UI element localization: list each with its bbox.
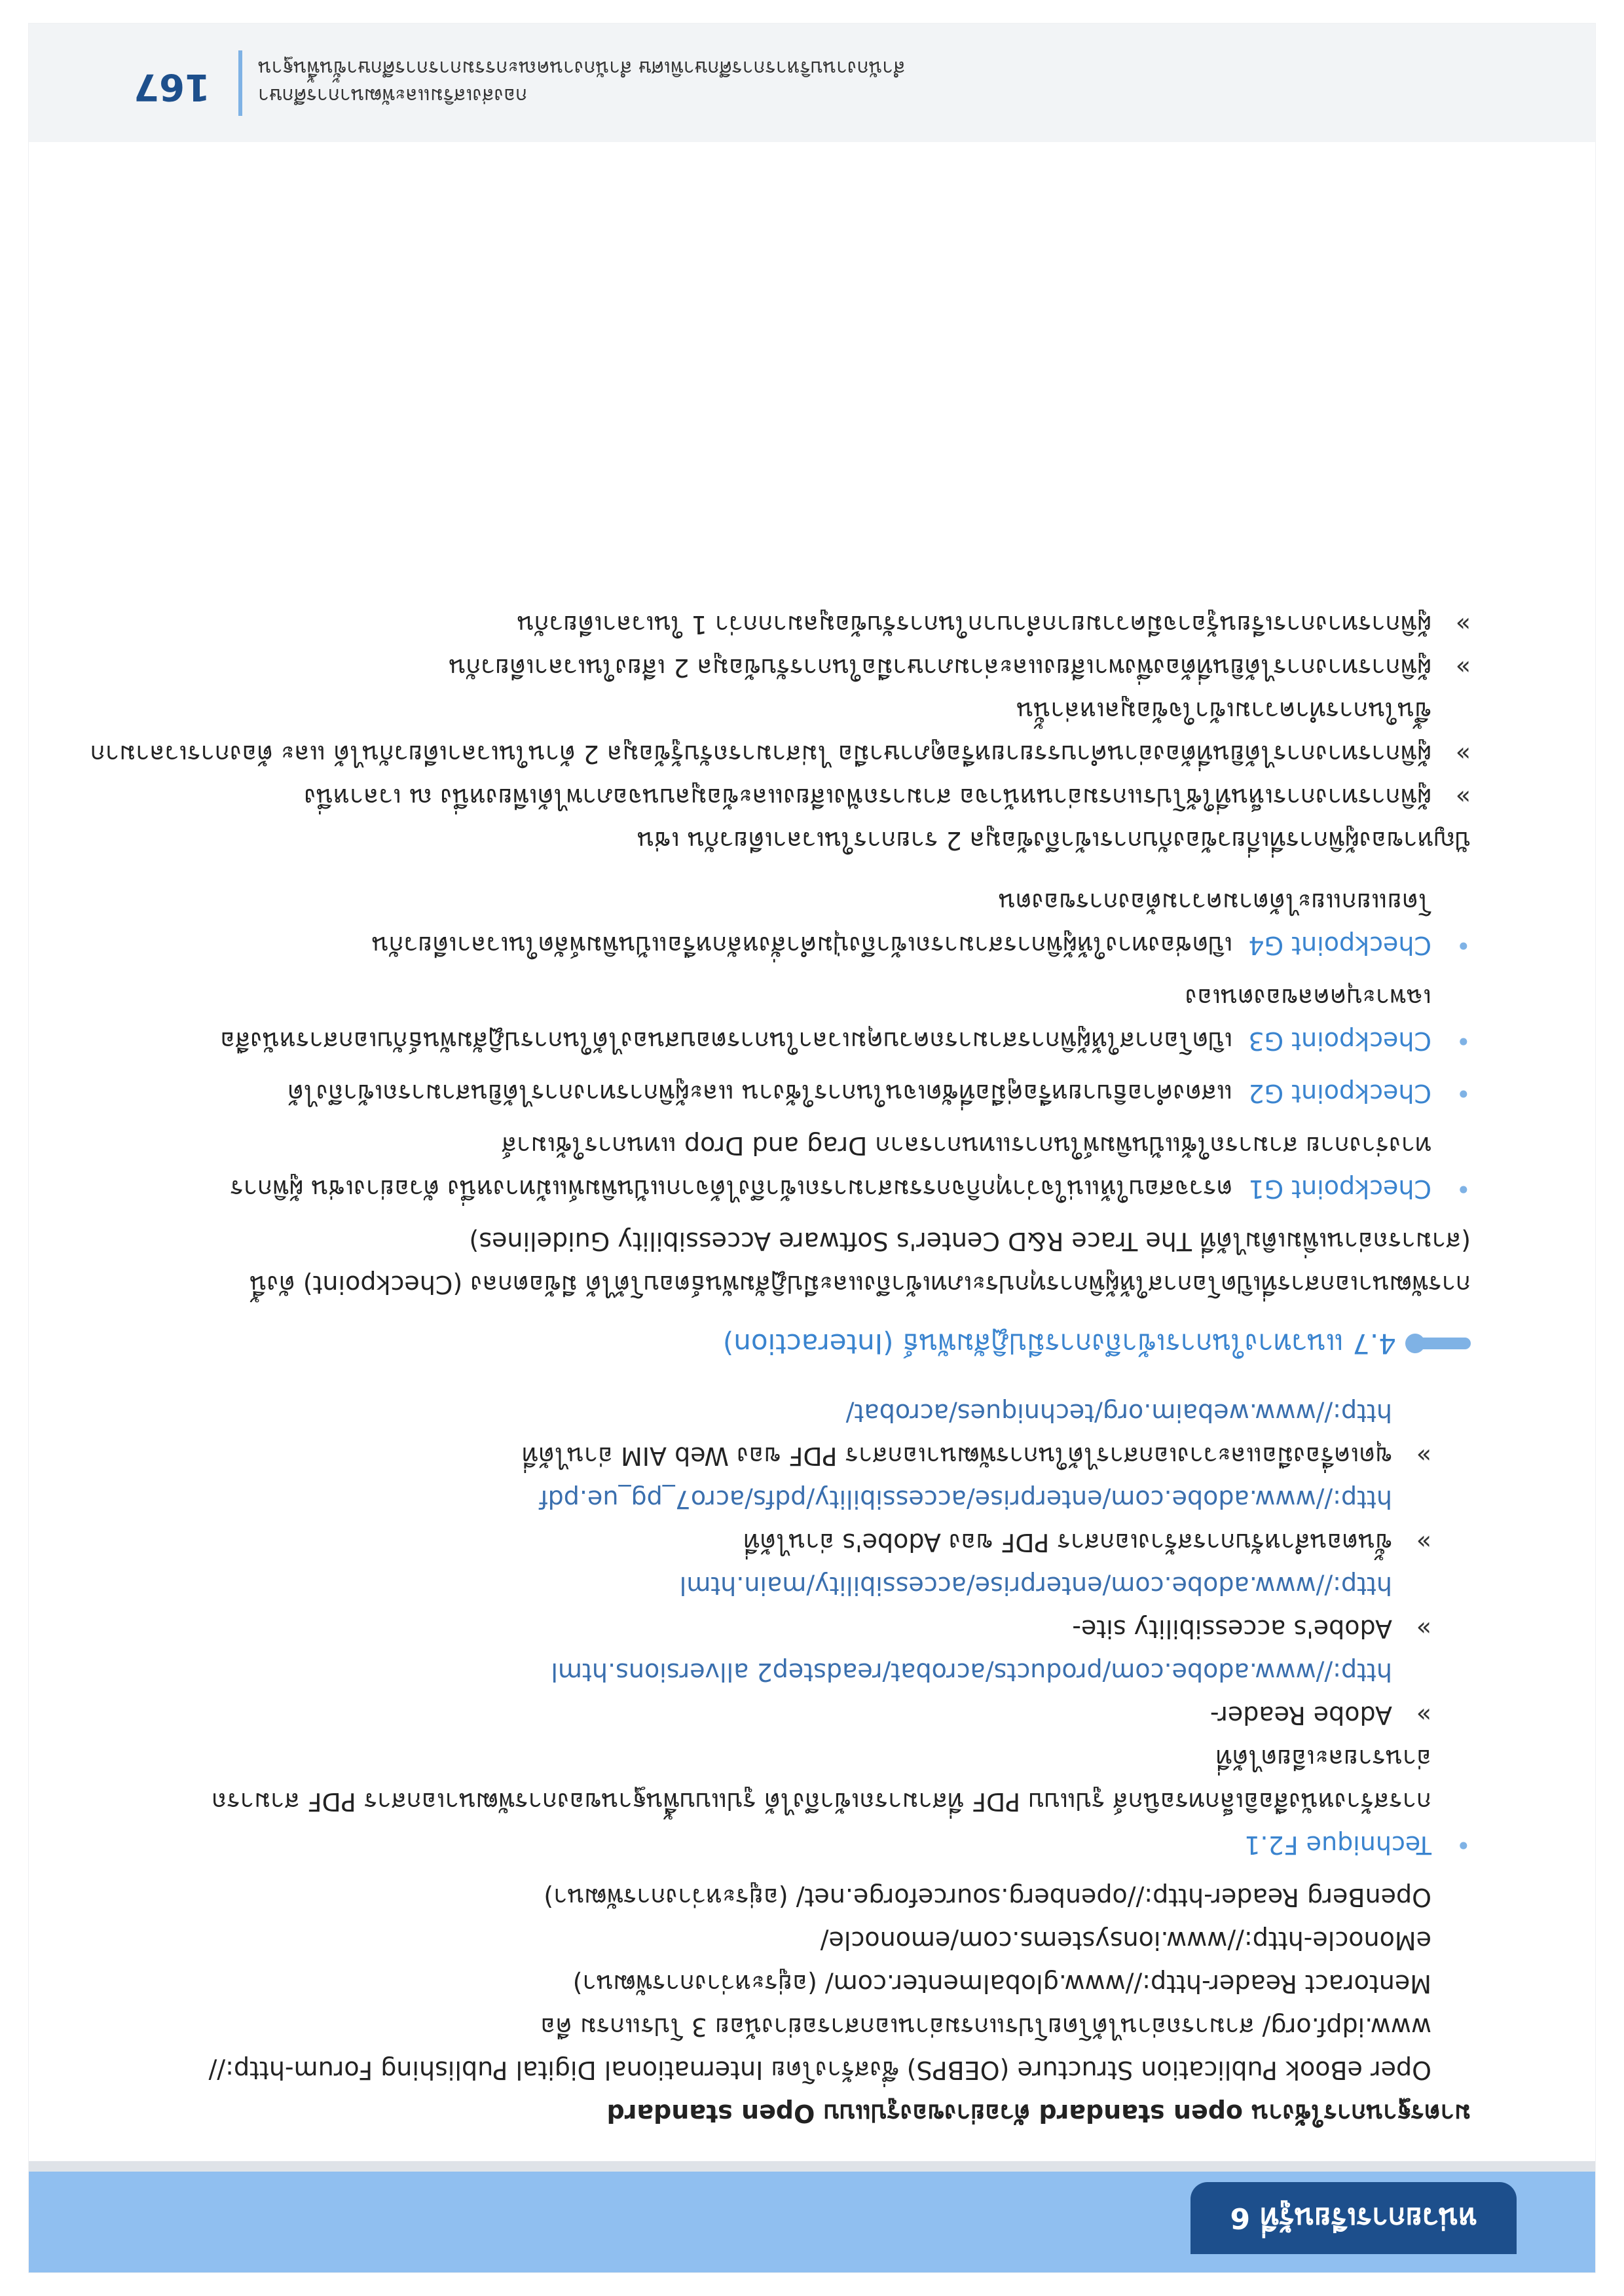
unit-tab xyxy=(1190,2182,1517,2254)
chevron-right-icon: » xyxy=(1455,783,1471,812)
problem-text: ผู้พิการทางการได้ยินที่ต้องอ่านคำบรรยายหรือดูภาษามือ ไม่สามารถรับรู้ข้อมูล 2 ด้านในเวลาเดียวกันได้ และ ต้องการเวลามากขึ้นในการทำความเข้าใจข้อมูลเหล่านั้น xyxy=(90,697,1431,769)
checkpoint-text: ตรวจสอบให้แน่ใจว่าทุกกิจกรรมสามารถเข้าถึงได้จากแป้นพิมพ์แม้ทางหนึ่ง ตัวอย่างเช่น ผู้พิการ xyxy=(230,1175,1233,1203)
intro-line: OpenBerg Reader-http://openberg.sourceforge.net/ (อยู่ระหว่างการพัฒนา) xyxy=(544,1883,1431,1912)
bullet-dot-icon: • xyxy=(1456,1175,1471,1203)
chevron-right-icon: » xyxy=(1416,1528,1431,1557)
technique-sub-item xyxy=(76,1391,1431,1478)
bullet-dot-icon: • xyxy=(1456,1831,1471,1859)
problem-item xyxy=(76,776,1471,819)
sub-item-link[interactable]: http://www.adobe.com/products/acrobat/readstep2 allversions.html xyxy=(551,1658,1392,1686)
page-number: 167 xyxy=(134,65,210,108)
intro-line: www.idpf.org/ สามารถอ่านได้โดยโปรแกรมอ่านเอกสารอย่างน้อย 3 โปรแกรม คือ xyxy=(540,2013,1431,2041)
footer-org-line: สำนักงานบริหารการศึกษาพิเศษ สำนักงานคณะกรรมการการศึกษาขั้นพื้นฐาน xyxy=(258,56,906,79)
checkpoint-label: Checkpoint G2 xyxy=(1248,1079,1431,1108)
checkpoint-text: เปิดช่องทางให้ผู้พิการสามารถเข้าถึงปุ่มคำสั่งหลักหรือแป้นพิมพ์ลัดในเวลาเดียวกัน xyxy=(371,931,1233,960)
checkpoint-text: ทางร่างกาย สามารถใช้แป้นพิมพ์ในการแทนการลาก Drag and Drop แทนการใช้เมาส์ xyxy=(501,1131,1431,1160)
sub-item-text: ขุดเครื่องมือและวางเอกสารได้ในการพัฒนาเอกสาร PDF ของ Web AIM อ่านได้ที่ xyxy=(521,1442,1392,1470)
checkpoint-text: เฉพาะบุคคลของตนเอง xyxy=(1185,983,1431,1012)
page-footer xyxy=(29,24,1595,142)
chevron-right-icon: » xyxy=(1455,610,1471,639)
sub-item-text: Adobe Reader- xyxy=(1209,1701,1392,1730)
sub-item-link[interactable]: http://www.adobe.com/enterprise/accessibility/main.html xyxy=(679,1571,1392,1600)
checkpoint-label: Checkpoint G1 xyxy=(1248,1175,1431,1203)
chevron-right-icon: » xyxy=(1455,653,1471,682)
problems-intro: ปัญหาของผู้พิการที่เกี่ยวข้องกับการเข้าถึงข้อมูล 2 รายการในเวลาเดียวกัน เช่น xyxy=(637,826,1471,855)
intro-line: Mentoract Reader-http://www.globalmenter.com/ (อยู่ระหว่างการพัฒนา) xyxy=(572,1969,1431,1998)
sub-item-link[interactable]: http://www.webaim.org/techniques/acrobat/ xyxy=(845,1398,1392,1427)
section-marker-icon xyxy=(1412,1338,1471,1349)
bullet-dot-icon: • xyxy=(1456,1027,1471,1055)
checkpoint-item xyxy=(76,1124,1471,1211)
problem-text: ผู้พิการทางการได้ยินที่ต้องพึ่งพาเสียงและล่ามภาษามือในการรับข้อมูล 2 เสียงในเวลาเดียวกัน xyxy=(449,653,1431,682)
bullet-dot-icon: • xyxy=(1456,931,1471,960)
chevron-right-icon: » xyxy=(1416,1442,1431,1470)
sub-item-text: Adobe's accessibility site- xyxy=(1072,1614,1392,1643)
technique-sub-item xyxy=(76,1564,1431,1650)
chevron-right-icon: » xyxy=(1455,740,1471,769)
chevron-right-icon: » xyxy=(1416,1701,1431,1730)
checkpoint-label: Checkpoint G3 xyxy=(1248,1027,1431,1055)
bullet-dot-icon: • xyxy=(1456,1079,1471,1108)
section-title: 4.7 แนวทางในการเข้าถึงการมีปฏิสัมพันธ์ (Interaction) xyxy=(722,1328,1396,1360)
unit-label: หน่วยการเรียนรู้ที่ 6 xyxy=(1230,2201,1477,2234)
checkpoint-item xyxy=(76,1072,1471,1115)
section-intro: (สามารถอ่านเพิ่มเติมได้ที่ The Trace R&D Center's Software Accessibility Guidelines) xyxy=(469,1227,1471,1256)
problem-text: ผู้พิการทางการเรียนรู้อาจมีความยากลำบากในการรับข้อมูลมากกว่า 1 ในเวลาเดียวกัน xyxy=(517,610,1431,639)
checkpoint-text: โดยแยกแยะได้ตามความต้องการของตน xyxy=(998,888,1431,917)
section-heading xyxy=(76,1322,1471,1365)
unit-header-bar xyxy=(29,2172,1595,2272)
technique-sub-item xyxy=(76,1650,1431,1737)
footer-org-line: กองส่งเสริมและพัฒนาการศึกษา xyxy=(258,84,528,107)
main-content xyxy=(76,603,1471,2135)
sub-item-link[interactable]: http://www.adobe.com/enterprise/accessibility/pdfs/acro7_pg_ue.pdf xyxy=(539,1485,1392,1514)
checkpoint-text: แสดงคำอธิบายหรือคู่มือที่ชัดเจนในการใช้งาน และผู้พิการทางการได้ยินสามารถเข้าถึงได้ xyxy=(287,1079,1233,1108)
technique-desc: อ่านรายละเอียดได้ที่ xyxy=(1215,1744,1431,1773)
checkpoint-text: เปิดโอกาสให้ผู้พิการสามารถควบคุมเวลาในการตอบสนองได้ในการปฏิสัมพันธ์กับเอกสารหนังสือ xyxy=(220,1027,1233,1055)
sub-item-text: ขั้นตอนสำหรับการสร้างเอกสาร PDF ของ Adobe's อ่านได้ที่ xyxy=(743,1528,1392,1557)
chevron-right-icon: » xyxy=(1416,1614,1431,1643)
checkpoint-label: Checkpoint G4 xyxy=(1248,931,1431,960)
document-sheet xyxy=(29,24,1595,2272)
intro-line: Oper eBook Publication Structure (OEBPS) ซึ่งสร้างโดย International Digital Publishing Forum-http:// xyxy=(208,2056,1431,2085)
technique-desc: การสร้างหนังสืออิเล็กทรอนิกส์ รูปแบบ PDF ที่สามารถเข้าถึงได้ รูปแบบพื้นฐานของการพัฒนาเอกสาร PDF สามารถ xyxy=(212,1787,1431,1816)
problem-item xyxy=(76,689,1471,776)
technique-body xyxy=(76,1391,1431,1867)
problem-text: ผู้พิการทางการเห็นที่ใช้โปรแกรมอ่านหน้าจอ สามารถฟังเสียงและข้อมูลบนจอภาพได้เพียงหนึ่ง ณ เวลาหนึ่ง xyxy=(304,783,1431,812)
checkpoint-item xyxy=(76,976,1471,1063)
section-intro: การพัฒนาเอกสารที่เปิดโอกาสให้ผู้พิการทุกประเภทเข้าถึงและมีปฏิสัมพันธ์ตอบโต้ได้ มีข้อตกลง (Checkpoint) ดังนี้ xyxy=(249,1270,1471,1299)
problem-item xyxy=(76,646,1471,689)
technique-sub-item xyxy=(76,1478,1431,1564)
footer-divider xyxy=(238,50,242,116)
technique-bullet xyxy=(76,1391,1471,1867)
problem-item xyxy=(76,603,1471,646)
technique-label: Technique F2.1 xyxy=(1244,1831,1431,1859)
intro-heading: มาตรฐานการใช้งาน open standard ตัวอย่างของรูปแบบ Open standard xyxy=(606,2099,1471,2128)
checkpoint-item xyxy=(76,881,1471,967)
intro-line: eMonocle-http://www.ionsystems.com/emonocle/ xyxy=(820,1926,1431,1955)
